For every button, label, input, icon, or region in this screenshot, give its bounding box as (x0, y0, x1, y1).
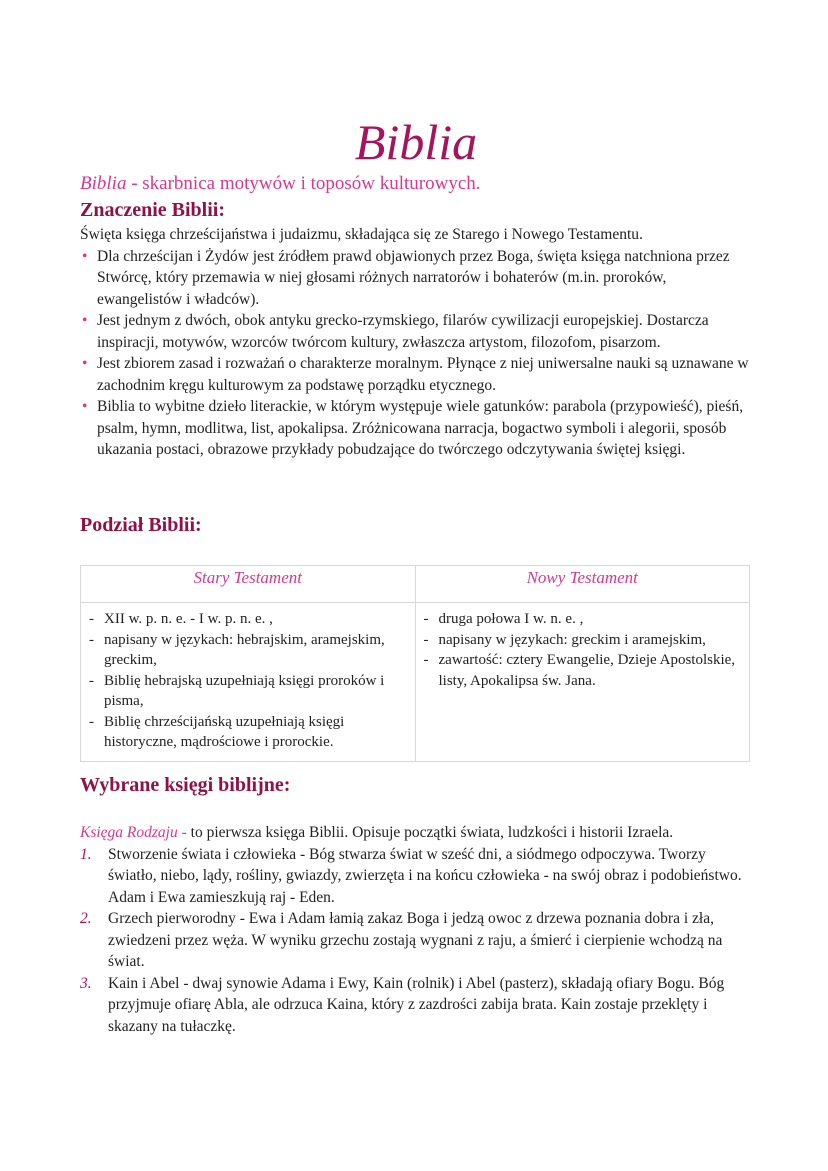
section-znaczenie (80, 198, 752, 461)
numbered-list (80, 844, 752, 1038)
cell-stary (81, 603, 416, 762)
list-item (80, 844, 752, 909)
item-text: Grzech pierworodny - Ewa i Adam łamią zakaz Boga i jedzą owoc z drzewa poznania dobra i zła, zwiedzeni przez węża. W wyniku grzechu zostają wygnani z raju, a śmierć i cierpienie wchodzą na świat. (108, 910, 723, 970)
testament-table (80, 565, 750, 762)
list-item: - zawartość: cztery Ewangelie, Dzieje Apostolskie, listy, Apokalipsa św. Jana. (422, 650, 744, 691)
column-header-nowy: Nowy Testament (415, 566, 750, 603)
heading-podzial: Podział Biblii: (80, 514, 202, 536)
list-item: - XII w. p. n. e. - I w. p. n. e. , (87, 609, 409, 630)
list-item (80, 973, 752, 1038)
list-item (80, 908, 752, 973)
bullet-list (80, 246, 752, 461)
intro-text: Święta księga chrześcijaństwa i judaizmu, składająca się ze Starego i Nowego Testamentu. (80, 226, 643, 243)
subtitle-rest: - skarbnica motywów i toposów kulturowych. (126, 173, 481, 194)
list-item: • Dla chrześcijan i Żydów jest źródłem prawd objawionych przez Boga, święta księga natchniona przez Stwórcę, który przemawia w niej głosami różnych narratorów i bohaterów (m.in. proroków, ewangelistów i władców). (80, 246, 752, 311)
list-item: - napisany w językach: greckim i aramejskim, (422, 630, 744, 651)
column-header-stary: Stary Testament (81, 566, 416, 603)
list-item: - napisany w językach: hebrajskim, aramejskim, greckim, (87, 630, 409, 671)
book-description: to pierwsza księga Biblii. Opisuje początki świata, ludzkości i historii Izraela. (186, 824, 674, 841)
subtitle-italic: Biblia (80, 173, 127, 194)
list-item: • Biblia to wybitne dzieło literackie, w którym występuje wiele gatunków: parabola (przypowieść), pieśń, psalm, hymn, modlitwa, list, apokalipsa. Zróżnicowana narracja, bogactwo symboli i alegorii, sposób ukazania postaci, obrazowe przykłady pobudzające do twórczego odczytywania świętej księgi. (80, 396, 752, 461)
subtitle (80, 172, 481, 196)
item-number: 1. (80, 845, 92, 863)
section-wybrane (80, 822, 752, 1037)
page-title: Biblia (354, 113, 478, 170)
list-item: - druga połowa I w. n. e. , (422, 609, 744, 630)
item-number: 3. (80, 974, 92, 992)
book-title: Księga Rodzaju - (80, 824, 187, 841)
item-text: Stworzenie świata i człowieka - Bóg stwarza świat w sześć dni, a siódmego odpoczywa. Tworzy światło, niebo, lądy, rośliny, gwiazdy, zwierzęta i na końcu człowieka - na swój obraz i podobieństwo. Adam i Ewa zamieszkują raj - Eden. (108, 845, 742, 906)
list-item: • Jest zbiorem zasad i rozważań o charakterze moralnym. Płynące z niej uniwersalne nauki są uznawane w zachodnim kręgu kulturowym za podstawę porządku etycznego. (80, 353, 752, 396)
item-text: Kain i Abel - dwaj synowie Adama i Ewy, Kain (rolnik) i Abel (pasterz), składają ofiary Bogu. Bóg przyjmuje ofiarę Abla, ale odrzuca Kaina, który z zazdrości zabija brata. Kain zostaje przeklęty i skazany na tułaczkę. (108, 974, 725, 1035)
list-item: • Jest jednym z dwóch, obok antyku grecko-rzymskiego, filarów cywilizacji europejskiej. Dostarcza inspiracji, motywów, wzorców twórcom kultury, zwłaszcza artystom, filozofom, pisarzom. (80, 310, 752, 353)
list-item: - Biblię hebrajską uzupełniają księgi proroków i pisma, (87, 671, 409, 712)
cell-nowy (415, 603, 750, 762)
item-number: 2. (80, 910, 92, 927)
heading-znaczenie: Znaczenie Biblii: (80, 199, 225, 221)
heading-wybrane: Wybrane księgi biblijne: (80, 774, 291, 796)
book-intro (80, 822, 752, 844)
list-item: - Biblię chrześcijańską uzupełniają księgi historyczne, mądrościowe i prorockie. (87, 712, 409, 753)
